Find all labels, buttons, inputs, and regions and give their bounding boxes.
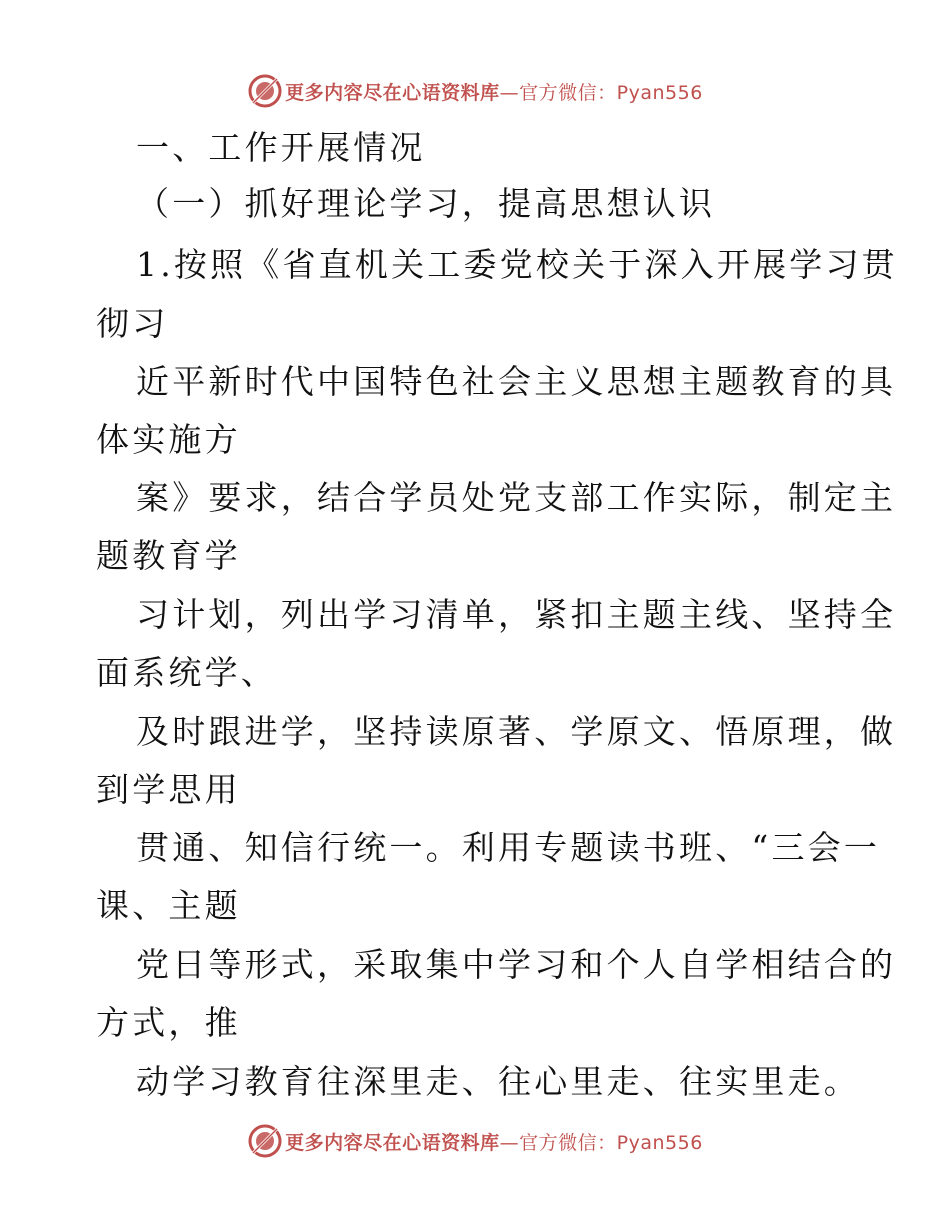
section-heading: 一、工作开展情况 [136, 128, 426, 167]
header-brand-name: 更多内容尽在心语资料库 [285, 81, 500, 104]
paragraph-line: 及时跟进学，坚持读原著、学原文、悟原理，做 [136, 712, 897, 751]
paragraph-line: 方式，推 [96, 1003, 241, 1042]
paragraph-line: 到学思用 [96, 770, 241, 809]
pen-seal-logo-icon [247, 73, 283, 109]
paragraph-line: 面系统学、 [96, 653, 277, 692]
footer-wechat-id: —官方微信：Pyan556 [499, 1131, 703, 1154]
footer-banner [0, 1119, 950, 1163]
paragraph-line: 案》要求，结合学员处党支部工作实际，制定主 [136, 478, 897, 517]
header-wechat-id: —官方微信：Pyan556 [499, 81, 703, 104]
header-banner [0, 69, 950, 113]
paragraph-line: 动学习教育往深里走、往心里走、往实里走。 [136, 1062, 860, 1101]
paragraph-line: 题教育学 [96, 536, 241, 575]
paragraph-line: 彻习 [96, 304, 169, 343]
section-subheading: （一）抓好理论学习，提高思想认识 [136, 184, 716, 223]
paragraph-line: 体实施方 [96, 420, 241, 459]
paragraph-line: 近平新时代中国特色社会主义思想主题教育的具 [136, 362, 897, 401]
paragraph-line: 党日等形式，采取集中学习和个人自学相结合的 [136, 945, 897, 984]
pen-seal-logo-icon [247, 1123, 283, 1159]
paragraph-line: 贯通、知信行统一。利用专题读书班、“三会一 [136, 828, 881, 867]
footer-brand-name: 更多内容尽在心语资料库 [285, 1131, 500, 1154]
paragraph-line: 1.按照《省直机关工委党校关于深入开展学习贯 [136, 245, 898, 284]
paragraph-line: 习计划，列出学习清单，紧扣主题主线、坚持全 [136, 595, 897, 634]
header-banner-text [285, 78, 703, 105]
paragraph-line: 课、主题 [96, 886, 241, 925]
footer-banner-text [285, 1128, 703, 1155]
